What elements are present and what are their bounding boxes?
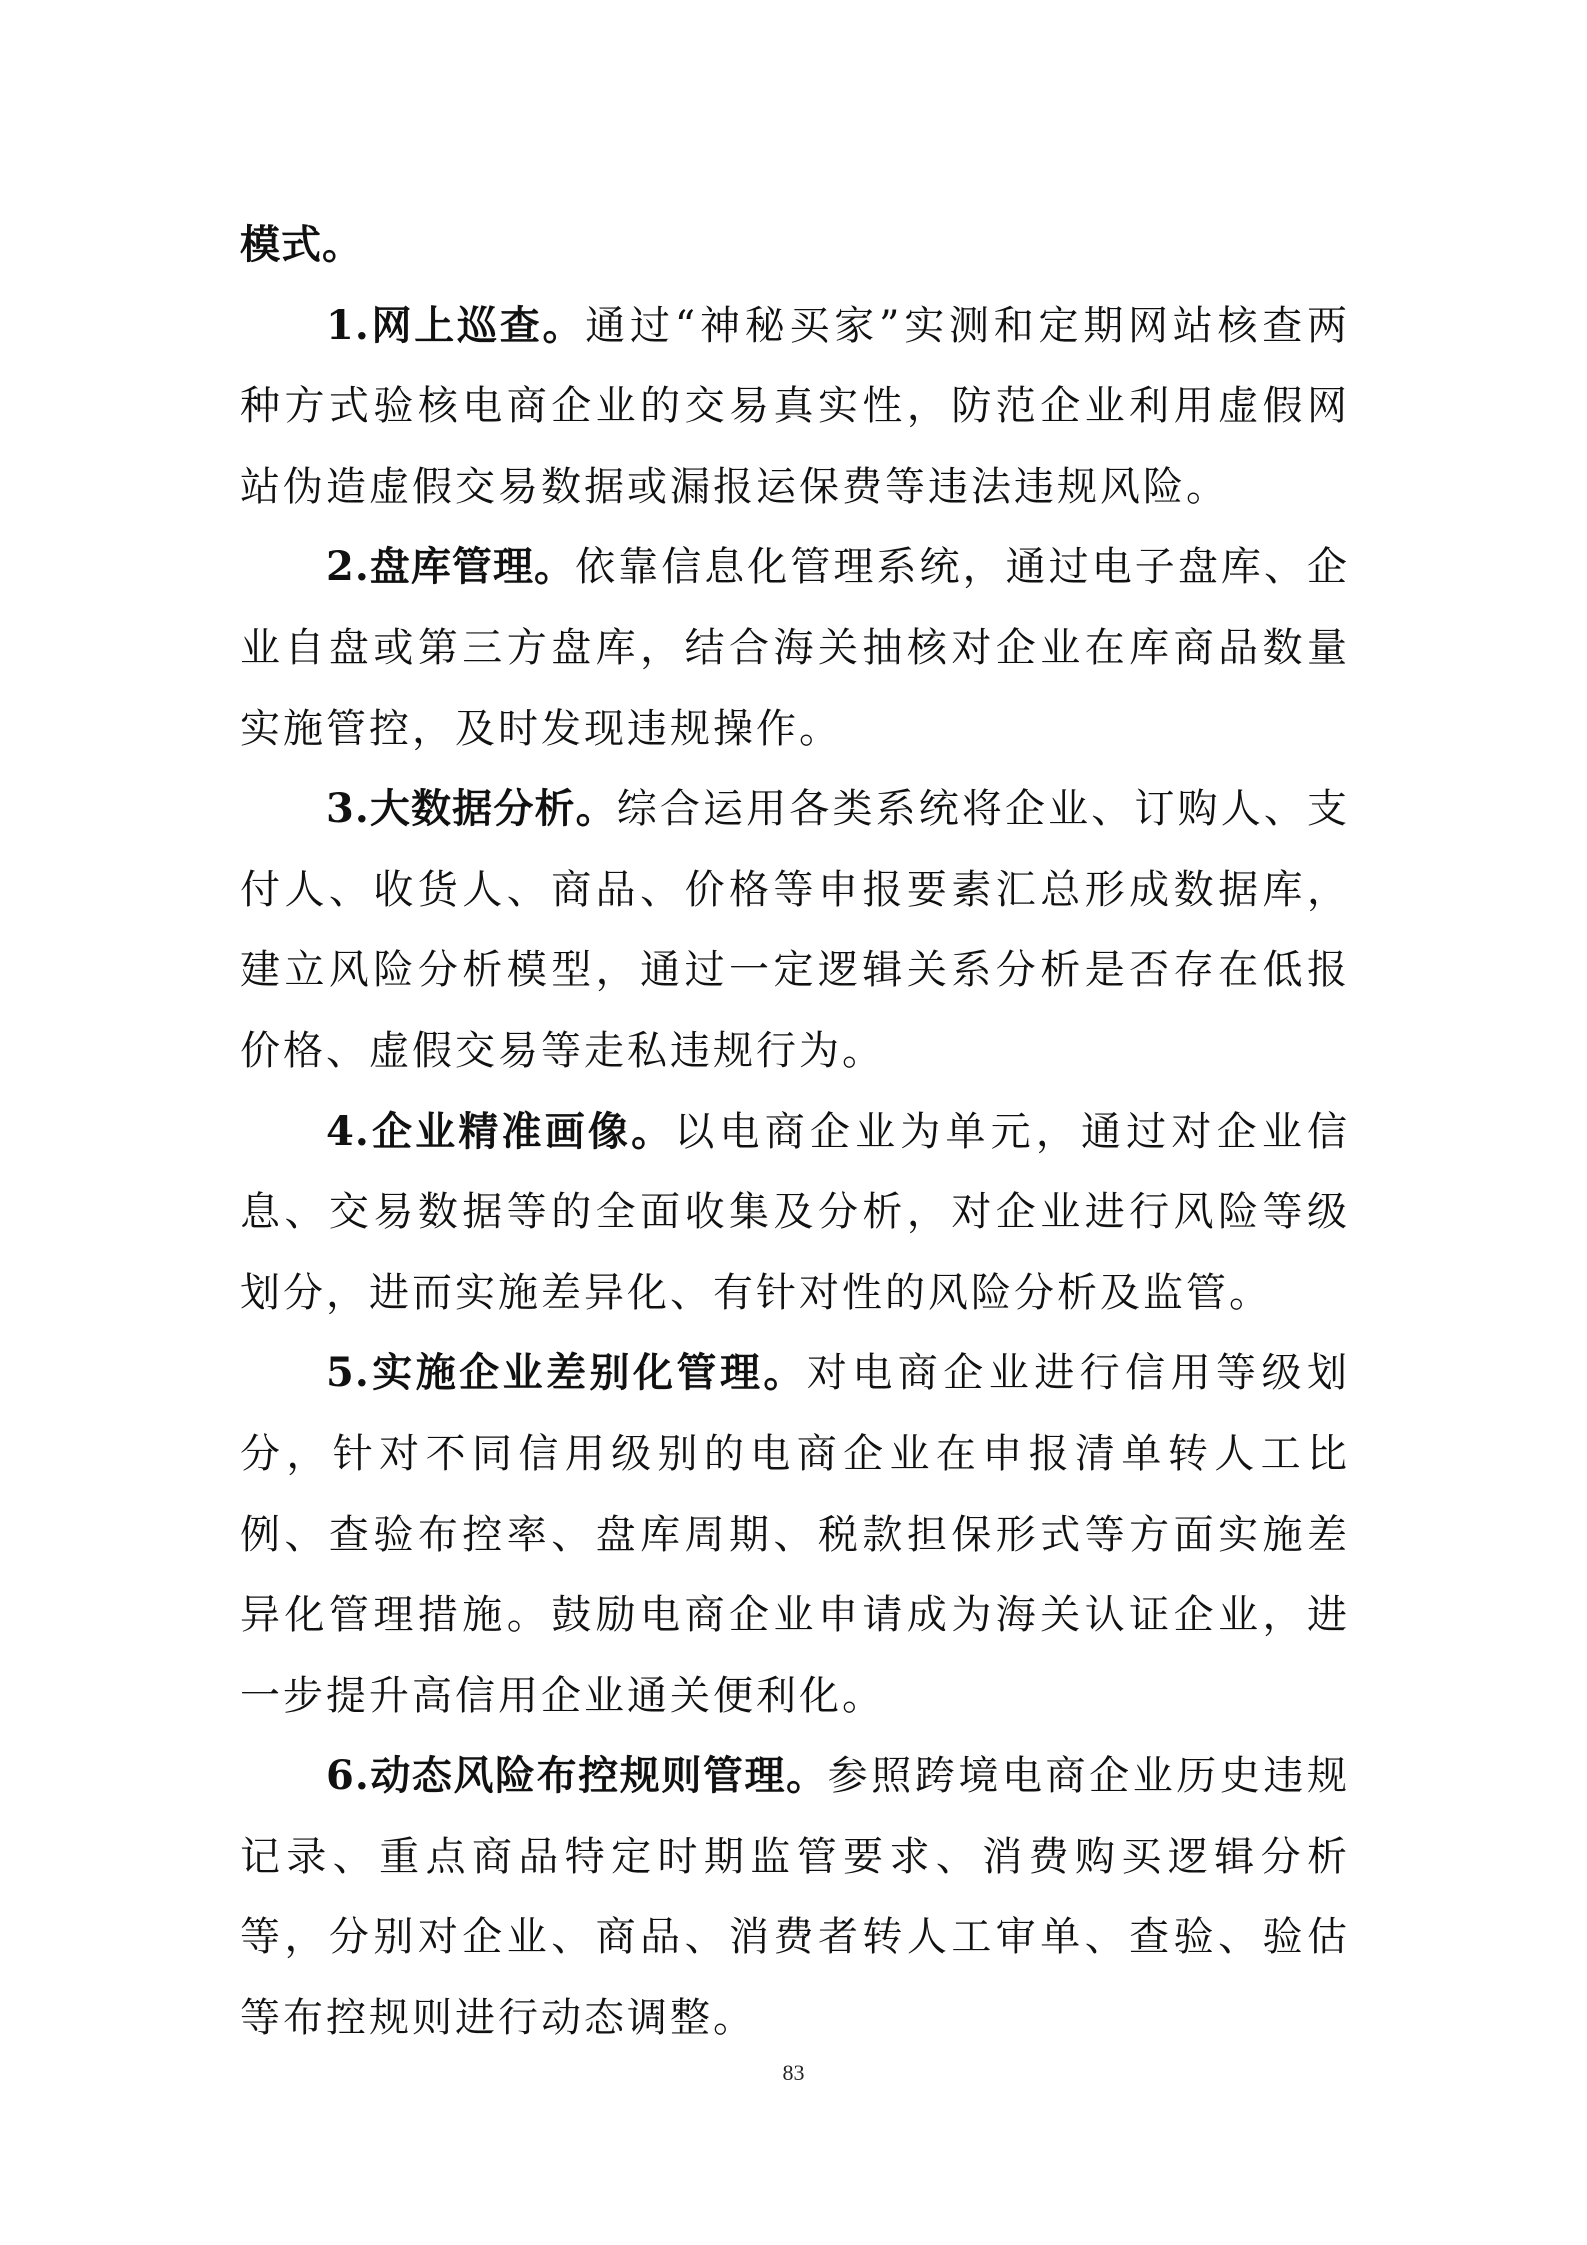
paragraph-text: 以电商企业为单元，通过对企业信息、交易数据等的全面收集及分析，对企业进行风险等级划分，进而实施差异化、有针对性的风险分析及监管。 — [240, 1108, 1351, 1316]
paragraph-dynamic-risk-rules — [240, 1736, 1350, 2058]
paragraph-big-data-analysis — [240, 769, 1350, 1091]
paragraph-heading: 4.企业精准画像。 — [326, 1107, 675, 1155]
paragraph-enterprise-profiling — [240, 1092, 1350, 1334]
paragraph-differentiated-management — [240, 1333, 1350, 1736]
paragraph-online-inspection — [240, 286, 1350, 528]
paragraph-heading: 6.动态风险布控规则管理。 — [326, 1752, 828, 1800]
paragraph-heading: 模式。 — [240, 221, 363, 268]
paragraph-continuation — [240, 205, 1350, 286]
paragraph-heading: 1.网上巡查。 — [326, 301, 586, 349]
paragraph-text: 依靠信息化管理系统，通过电子盘库、企业自盘或第三方盘库，结合海关抽核对企业在库商品数量实施管控，及时发现违规操作。 — [240, 544, 1351, 752]
paragraph-heading: 3.大数据分析。 — [326, 785, 617, 833]
page-number: 83 — [782, 2060, 805, 2085]
paragraph-text: 参照跨境电商企业历史违规记录、重点商品特定时期监管要求、消费购买逻辑分析等，分别对企业、商品、消费者转人工审单、查验、验估等布控规则进行动态调整。 — [240, 1753, 1351, 2042]
paragraph-text: 通过“神秘买家”实测和定期网站核查两种方式验核电商企业的交易真实性，防范企业利用虚假网站伪造虚假交易数据或漏报运保费等违法违规风险。 — [240, 302, 1350, 510]
paragraph-text: 对电商企业进行信用等级划分，针对不同信用级别的电商企业在申报清单转人工比例、查验布控率、盘库周期、税款担保形式等方面实施差异化管理措施。鼓励电商企业申请成为海关认证企业，进一步提升高信用企业通关便利化。 — [240, 1350, 1350, 1719]
paragraph-heading: 2.盘库管理。 — [326, 543, 576, 591]
paragraph-inventory-management — [240, 527, 1350, 769]
paragraph-text: 综合运用各类系统将企业、订购人、支付人、收货人、商品、价格等申报要素汇总形成数据库，建立风险分析模型，通过一定逻辑关系分析是否存在低报价格、虚假交易等走私违规行为。 — [240, 786, 1350, 1074]
page-body — [240, 205, 1350, 2059]
paragraph-heading: 5.实施企业差别化管理。 — [326, 1349, 807, 1397]
